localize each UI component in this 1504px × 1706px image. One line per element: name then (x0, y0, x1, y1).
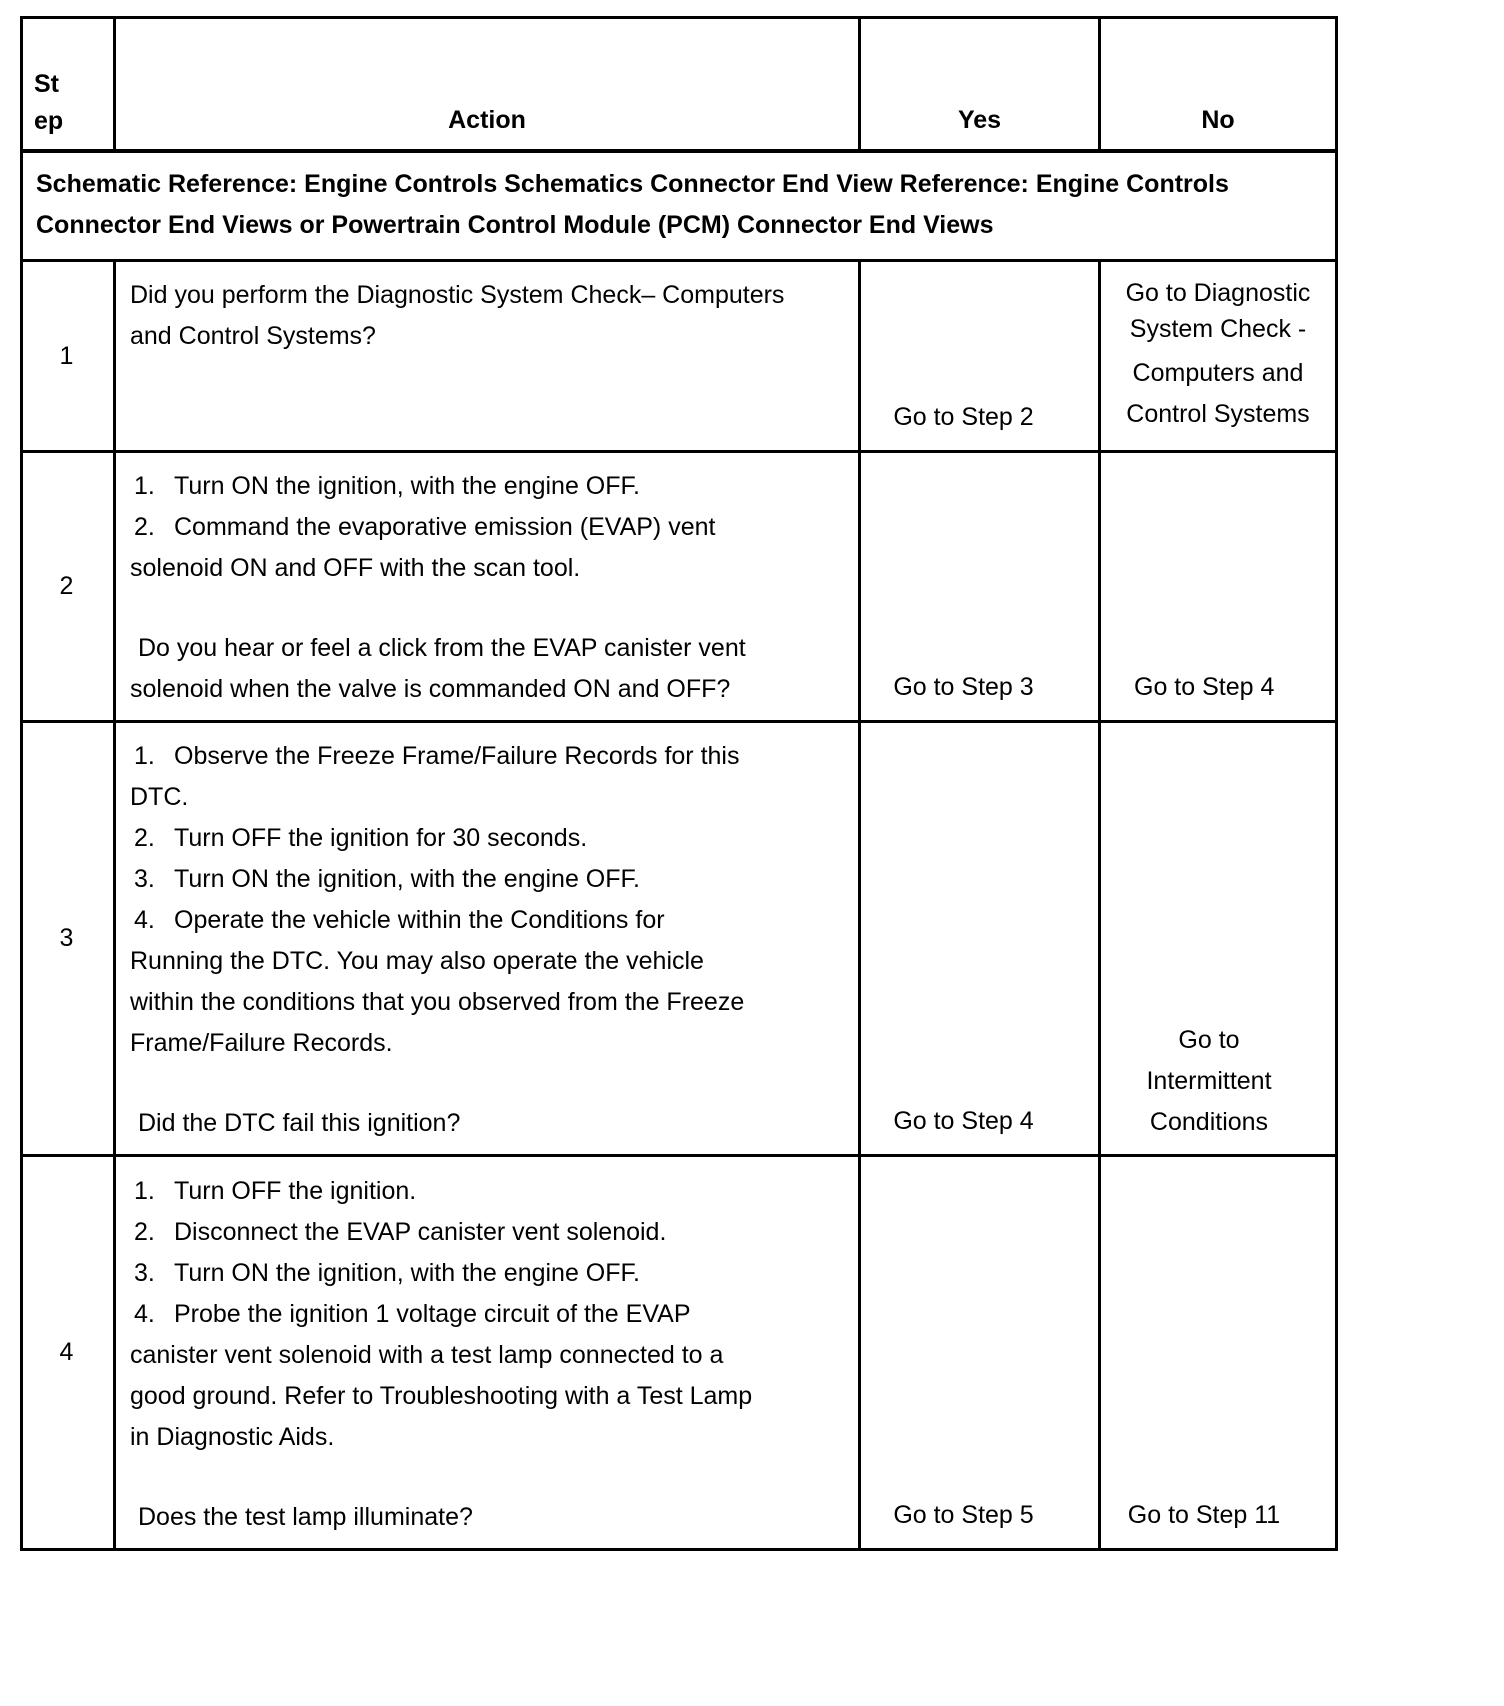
no-line: System Check - (1129, 315, 1307, 343)
no-result: Go to Step 11 (1127, 1501, 1281, 1529)
table-border-right (1335, 16, 1338, 1551)
action-item (130, 818, 744, 859)
item-number: 3. (134, 865, 155, 893)
action-item (130, 1212, 752, 1253)
item-text: Turn OFF the ignition. (174, 1177, 417, 1205)
item-text: Turn ON the ignition, with the engine OFF. (174, 1259, 640, 1287)
step-action (130, 466, 746, 710)
yes-result: Go to Step 2 (893, 403, 1034, 431)
item-number: 2. (134, 1218, 155, 1246)
no-line: Go to Diagnostic (1125, 279, 1311, 307)
step-number: 2 (59, 572, 74, 600)
item-text: Probe the ignition 1 voltage circuit of the EVAP (174, 1300, 691, 1328)
header-action: Action (448, 106, 526, 134)
item-number: 2. (134, 513, 155, 541)
action-item (130, 507, 746, 548)
step-action (130, 1171, 752, 1538)
no-result (1101, 275, 1335, 435)
yes-result: Go to Step 4 (893, 1107, 1034, 1135)
item-number: 1. (134, 1177, 155, 1205)
table-border-left (20, 16, 23, 1551)
header-step-line1: St (34, 70, 59, 98)
item-text: Turn OFF the ignition for 30 seconds. (174, 824, 588, 852)
step-action (130, 736, 744, 1144)
question-line: solenoid when the valve is commanded ON and OFF? (130, 675, 731, 703)
item-text: Disconnect the EVAP canister vent solenoid. (174, 1218, 667, 1246)
table-border-top (20, 16, 1338, 19)
header-divider (20, 149, 1338, 153)
header-yes: Yes (957, 106, 1002, 134)
schematic-line1: Schematic Reference: Engine Controls Schematics Connector End View Reference: Engine Controls (36, 170, 1229, 198)
action-item (130, 1253, 752, 1294)
step-action (130, 275, 784, 357)
item-continuation: Running the DTC. You may also operate the vehicle (130, 947, 704, 975)
no-line: Control Systems (1126, 400, 1310, 428)
item-continuation: canister vent solenoid with a test lamp connected to a (130, 1341, 724, 1369)
item-number: 4. (134, 1300, 155, 1328)
no-result (1101, 1020, 1317, 1143)
no-result: Go to Step 4 (1134, 673, 1275, 701)
item-number: 1. (134, 472, 155, 500)
row-divider (20, 450, 1338, 453)
item-number: 1. (134, 742, 155, 770)
action-item (130, 736, 744, 777)
no-line: Conditions (1149, 1108, 1269, 1136)
action-item (130, 466, 746, 507)
action-line: Did you perform the Diagnostic System Check– Computers (130, 281, 785, 309)
action-item (130, 900, 744, 941)
step-number: 1 (59, 342, 74, 370)
action-item (130, 1294, 752, 1335)
question-line: Do you hear or feel a click from the EVAP canister vent (138, 634, 746, 662)
action-item (130, 859, 744, 900)
header-step (34, 66, 63, 140)
item-number: 3. (134, 1259, 155, 1287)
item-continuation: within the conditions that you observed from the Freeze (130, 988, 745, 1016)
item-number: 2. (134, 824, 155, 852)
row-divider (20, 259, 1338, 262)
diagnostic-table (20, 16, 1338, 1551)
header-no: No (1201, 106, 1235, 134)
column-divider (858, 259, 861, 1551)
schematic-line2: Connector End Views or Powertrain Control Module (PCM) Connector End Views (36, 211, 994, 239)
item-text: Turn ON the ignition, with the engine OFF. (174, 472, 640, 500)
item-continuation: good ground. Refer to Troubleshooting with a Test Lamp (130, 1382, 753, 1410)
action-line: and Control Systems? (130, 322, 376, 350)
no-line: Intermittent (1146, 1067, 1272, 1095)
item-continuation: solenoid ON and OFF with the scan tool. (130, 554, 581, 582)
column-divider (113, 259, 116, 1551)
item-continuation: Frame/Failure Records. (130, 1029, 393, 1057)
item-text: Command the evaporative emission (EVAP) vent (174, 513, 716, 541)
item-continuation: DTC. (130, 783, 189, 811)
step-number: 4 (59, 1338, 74, 1366)
question-line: Does the test lamp illuminate? (138, 1503, 473, 1531)
table-border-bottom (20, 1548, 1338, 1551)
row-divider (20, 720, 1338, 723)
item-text: Operate the vehicle within the Conditions for (174, 906, 665, 934)
action-item (130, 1171, 752, 1212)
item-text: Turn ON the ignition, with the engine OFF. (174, 865, 640, 893)
row-divider (20, 1154, 1338, 1157)
yes-result: Go to Step 3 (893, 673, 1034, 701)
column-divider (1098, 259, 1101, 1551)
no-line: Computers and (1132, 359, 1304, 387)
question-line: Did the DTC fail this ignition? (138, 1109, 461, 1137)
yes-result: Go to Step 5 (893, 1501, 1034, 1529)
step-number: 3 (59, 924, 74, 952)
header-step-line2: ep (34, 107, 64, 135)
item-number: 4. (134, 906, 155, 934)
schematic-reference (36, 164, 1229, 246)
item-text: Observe the Freeze Frame/Failure Records for this (174, 742, 740, 770)
no-line: Go to (1178, 1026, 1240, 1054)
item-continuation: in Diagnostic Aids. (130, 1423, 335, 1451)
